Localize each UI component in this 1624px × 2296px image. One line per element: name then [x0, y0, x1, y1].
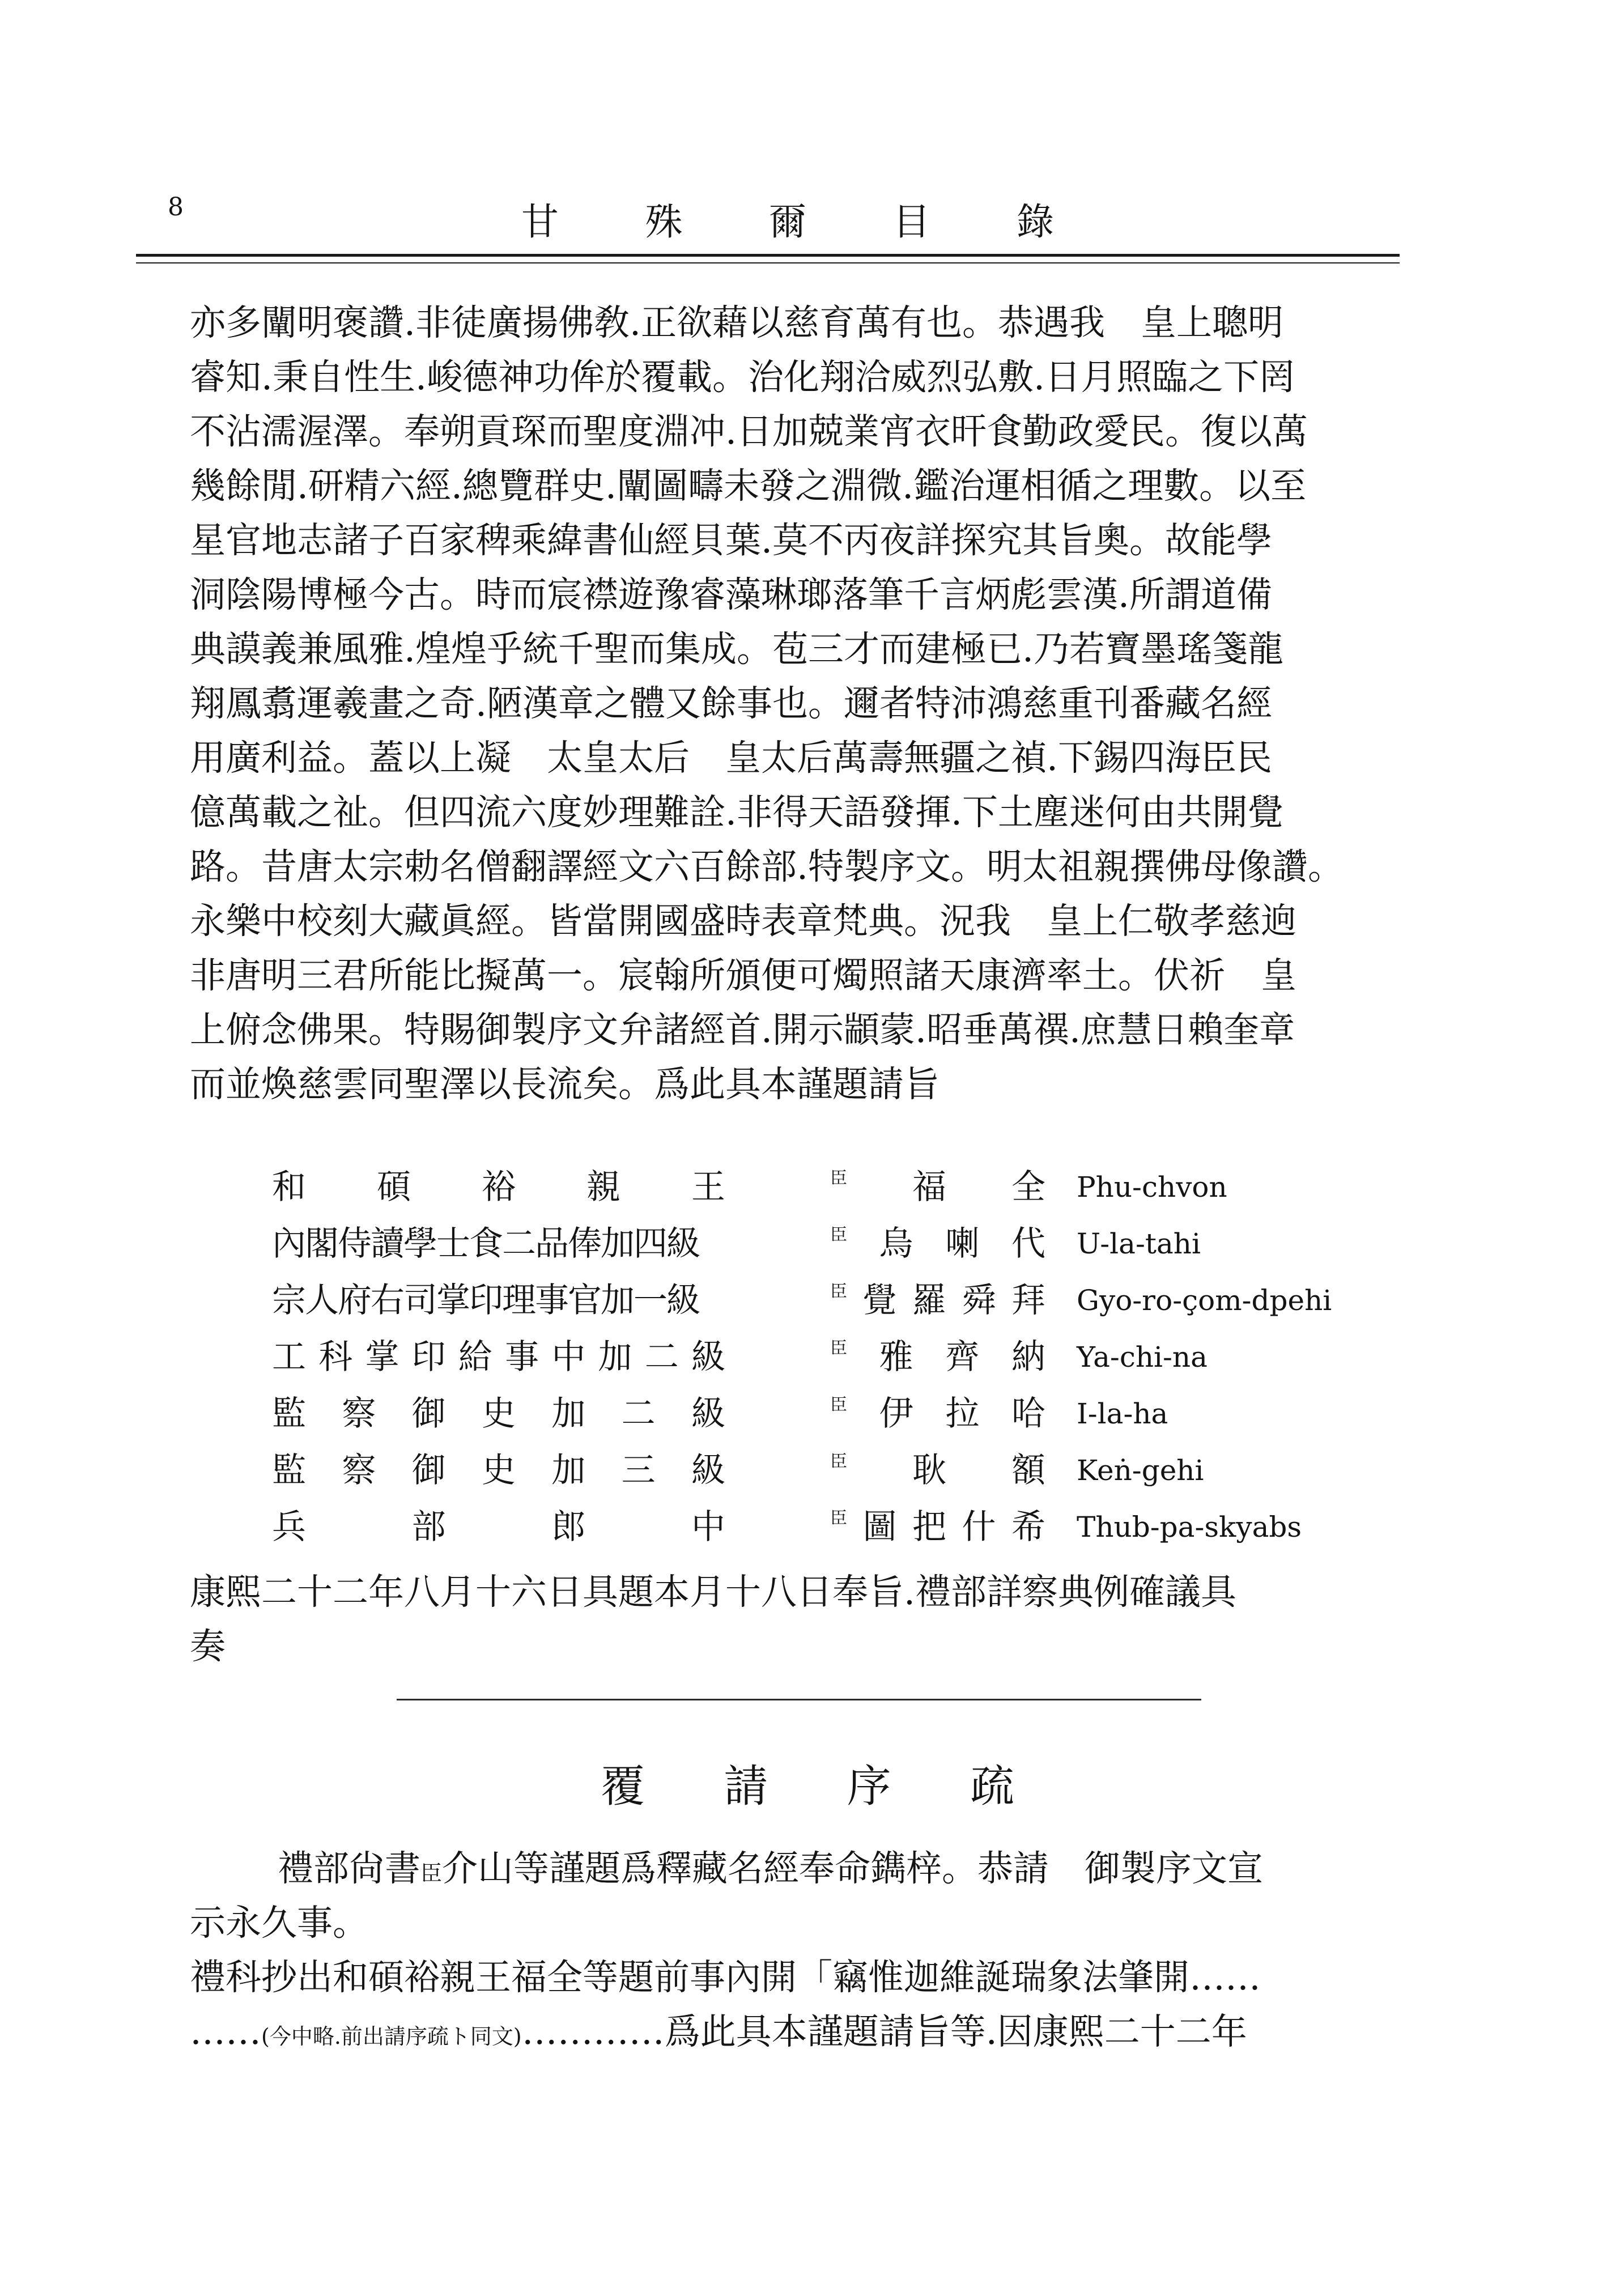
title-char: 掌 [365, 1337, 399, 1377]
name-char: 羅 [912, 1281, 946, 1320]
body-line: 上俯念佛果。特賜御製序文弁諸經首.開示顓蒙.昭垂萬禩.庶慧日賴奎章 [190, 1009, 1295, 1051]
official-romanization: U-la-tahi [1077, 1227, 1201, 1260]
official-name [830, 1385, 1045, 1442]
official-title [272, 1215, 725, 1272]
title-char: 碩 [377, 1167, 411, 1207]
official-mark: 臣 [830, 1452, 847, 1472]
title-char: 察 [342, 1451, 376, 1490]
title-char: 郎 [551, 1507, 586, 1547]
section-title-char: 疏 [970, 1761, 1014, 1812]
body-line: 用廣利益。蓋以上凝 太皇太后 皇太后萬壽無疆之禎.下錫四海臣民 [190, 737, 1273, 779]
name-char: 齊 [945, 1337, 980, 1377]
name-char: 耿 [912, 1451, 946, 1490]
name-char: 什 [962, 1507, 996, 1547]
title-char: 事 [505, 1337, 539, 1377]
name-char: 拜 [1011, 1281, 1045, 1320]
body-line: 洞陰陽博極今古。時而宸襟遊豫睿藻琳瑯落筆千言炳彪雲漢.所謂道備 [190, 574, 1273, 615]
title-char: 給 [458, 1337, 492, 1377]
title-char: 加 [598, 1337, 632, 1377]
title-char: 裕 [482, 1167, 516, 1207]
official-name [830, 1159, 1045, 1215]
title-char: 王 [691, 1167, 725, 1207]
title-char: 科 [318, 1337, 353, 1377]
section-title-char: 序 [847, 1761, 891, 1812]
body-line: 星官地志諸子百家稗乘緯書仙經貝葉.莫不丙夜詳探究其旨奧。故能學 [190, 520, 1273, 561]
official-mark: 臣 [830, 1225, 847, 1245]
body-line: 典謨義兼風雅.煌煌乎統千聖而集成。苞三才而建極已.乃若寶墨瑤箋龍 [190, 628, 1284, 670]
header-char: 殊 [645, 200, 683, 244]
header-rule-thin [136, 262, 1400, 263]
official-name [830, 1329, 1045, 1385]
header-rule [136, 254, 1400, 257]
name-char: 納 [1011, 1337, 1045, 1377]
official-name [830, 1499, 1045, 1555]
official-name [830, 1442, 1045, 1499]
official-title [272, 1499, 725, 1555]
official-title [272, 1385, 725, 1442]
name-char: 覺 [862, 1281, 897, 1320]
name-char: 烏 [879, 1224, 913, 1264]
title-char: 和 [272, 1167, 306, 1207]
title-char: 印 [411, 1337, 446, 1377]
title-char: 御 [411, 1394, 446, 1434]
name-char: 拉 [945, 1394, 980, 1434]
name-char: 圖 [862, 1507, 897, 1547]
title-char: 史 [481, 1394, 516, 1434]
title-char: 兵 [272, 1507, 306, 1547]
header-char: 目 [892, 200, 930, 244]
title-char: 三 [621, 1451, 656, 1490]
title-text: 內閣侍讀學士食二品俸加四級 [272, 1224, 699, 1264]
title-char: 加 [551, 1394, 586, 1434]
official-romanization: I-la-ha [1077, 1397, 1168, 1430]
page-number: 8 [168, 193, 184, 222]
section-divider [397, 1699, 1201, 1700]
section-text: …… [190, 2011, 261, 2052]
section-line: 示永久事。 [190, 1902, 368, 1944]
official-romanization: Ya-chi-na [1077, 1341, 1208, 1374]
name-char: 哈 [1011, 1394, 1045, 1434]
name-char: 額 [1011, 1451, 1045, 1490]
name-char: 全 [1011, 1167, 1045, 1207]
title-char: 級 [691, 1451, 725, 1490]
body-line: 永樂中校刻大藏眞經。皆當開國盛時表章梵典。況我 皇上仁敬孝慈逈 [190, 900, 1296, 942]
title-char: 察 [342, 1394, 376, 1434]
title-char: 中 [691, 1507, 725, 1547]
title-char: 加 [551, 1451, 586, 1490]
section-line [278, 1840, 1417, 1897]
name-char: 把 [912, 1507, 946, 1547]
official-title [272, 1442, 725, 1499]
header-char: 甘 [521, 200, 559, 244]
official-mark: 臣 [830, 1395, 847, 1415]
title-char: 中 [551, 1337, 586, 1377]
official-romanization: Keṅ-gehi [1077, 1454, 1204, 1487]
header-char: 爾 [769, 200, 806, 244]
official-romanization: Thub-pa-skyabs [1077, 1511, 1302, 1544]
title-char: 級 [691, 1337, 725, 1377]
name-char: 雅 [879, 1337, 913, 1377]
title-char: 級 [691, 1394, 725, 1434]
running-header [521, 192, 1054, 245]
official-romanization: Phu-chvon [1077, 1171, 1227, 1204]
official-mark: 臣 [830, 1282, 847, 1302]
official-name [830, 1215, 1045, 1272]
official-title [272, 1159, 725, 1215]
section-text: 介山等謹題爲釋藏名經奉命鐫梓。恭請 御製序文宣 [442, 1848, 1264, 1889]
section-line: 禮科抄出和碩裕親王福全等題前事內開「竊惟迦維誕瑞象法肇開…… [190, 1957, 1261, 1998]
body-line: 睿知.秉自性生.峻德神功侔於覆載。治化翔洽威烈弘敷.日月照臨之下罔 [190, 356, 1295, 398]
official-name [830, 1272, 1045, 1329]
section-title-char: 覆 [601, 1761, 645, 1812]
body-line: 亦多闡明褒讚.非徒廣揚佛敎.正欲藉以慈育萬有也。恭遇我 皇上聰明 [190, 302, 1284, 343]
name-char: 伊 [879, 1394, 913, 1434]
omission-note: (今中略.前出請序疏ト同文) [261, 2024, 522, 2049]
official-mark: 臣 [830, 1168, 847, 1188]
title-char: 監 [272, 1394, 306, 1434]
name-char: 舜 [962, 1281, 996, 1320]
official-mark: 臣 [830, 1508, 847, 1528]
closing-line: 奏 [190, 1626, 226, 1667]
official-romanization: Gyo-ro-çom-dpehi [1077, 1284, 1332, 1317]
title-char: 二 [644, 1337, 679, 1377]
official-mark: 臣 [420, 1861, 443, 1886]
title-char: 御 [411, 1451, 446, 1490]
closing-line: 康熙二十二年八月十六日具題本月十八日奉旨.禮部詳察典例確議具 [190, 1571, 1237, 1613]
section-text: …………爲此具本謹題請旨等.因康熙二十二年 [521, 2011, 1247, 2052]
body-line: 非唐明三君所能比擬萬一。宸翰所頒便可燭照諸天康濟率土。伏祈 皇 [190, 955, 1296, 996]
title-char: 親 [586, 1167, 620, 1207]
title-char: 監 [272, 1451, 306, 1490]
name-char: 希 [1011, 1507, 1045, 1547]
name-char: 喇 [945, 1224, 980, 1264]
section-line [190, 2004, 1411, 2060]
official-title [272, 1329, 725, 1385]
title-char: 史 [481, 1451, 516, 1490]
body-line: 不沾濡渥澤。奉朔貢琛而聖度淵冲.日加兢業宵衣旰食勤政愛民。復以萬 [190, 411, 1308, 452]
body-line: 路。昔唐太宗勅名僧翻譯經文六百餘部.特製序文。明太祖親撰佛母像讚。 [190, 846, 1344, 887]
name-char: 代 [1011, 1224, 1045, 1264]
official-mark: 臣 [830, 1338, 847, 1358]
title-char: 部 [411, 1507, 446, 1547]
official-title [272, 1272, 725, 1329]
body-line: 翔鳳翥運羲畫之奇.陋漢章之體又餘事也。邇者特沛鴻慈重刊番藏名經 [190, 683, 1273, 724]
header-char: 錄 [1017, 200, 1054, 244]
body-line: 億萬載之祉。但四流六度妙理難詮.非得天語發揮.下土塵迷何由共開覺 [190, 792, 1284, 833]
section-text: 禮部尙書 [278, 1848, 420, 1889]
title-char: 二 [621, 1394, 656, 1434]
section-title [601, 1751, 1014, 1814]
body-line: 而並煥慈雲同聖澤以長流矣。爲此具本謹題請旨 [190, 1064, 939, 1105]
title-text: 宗人府右司掌印理事官加一級 [272, 1281, 699, 1320]
body-line: 幾餘閒.研精六經.總覽群史.闡圖疇未發之淵微.鑑治運相循之理數。以至 [190, 465, 1307, 507]
title-char: 工 [272, 1337, 306, 1377]
section-title-char: 請 [724, 1761, 768, 1812]
name-char: 福 [912, 1167, 946, 1207]
